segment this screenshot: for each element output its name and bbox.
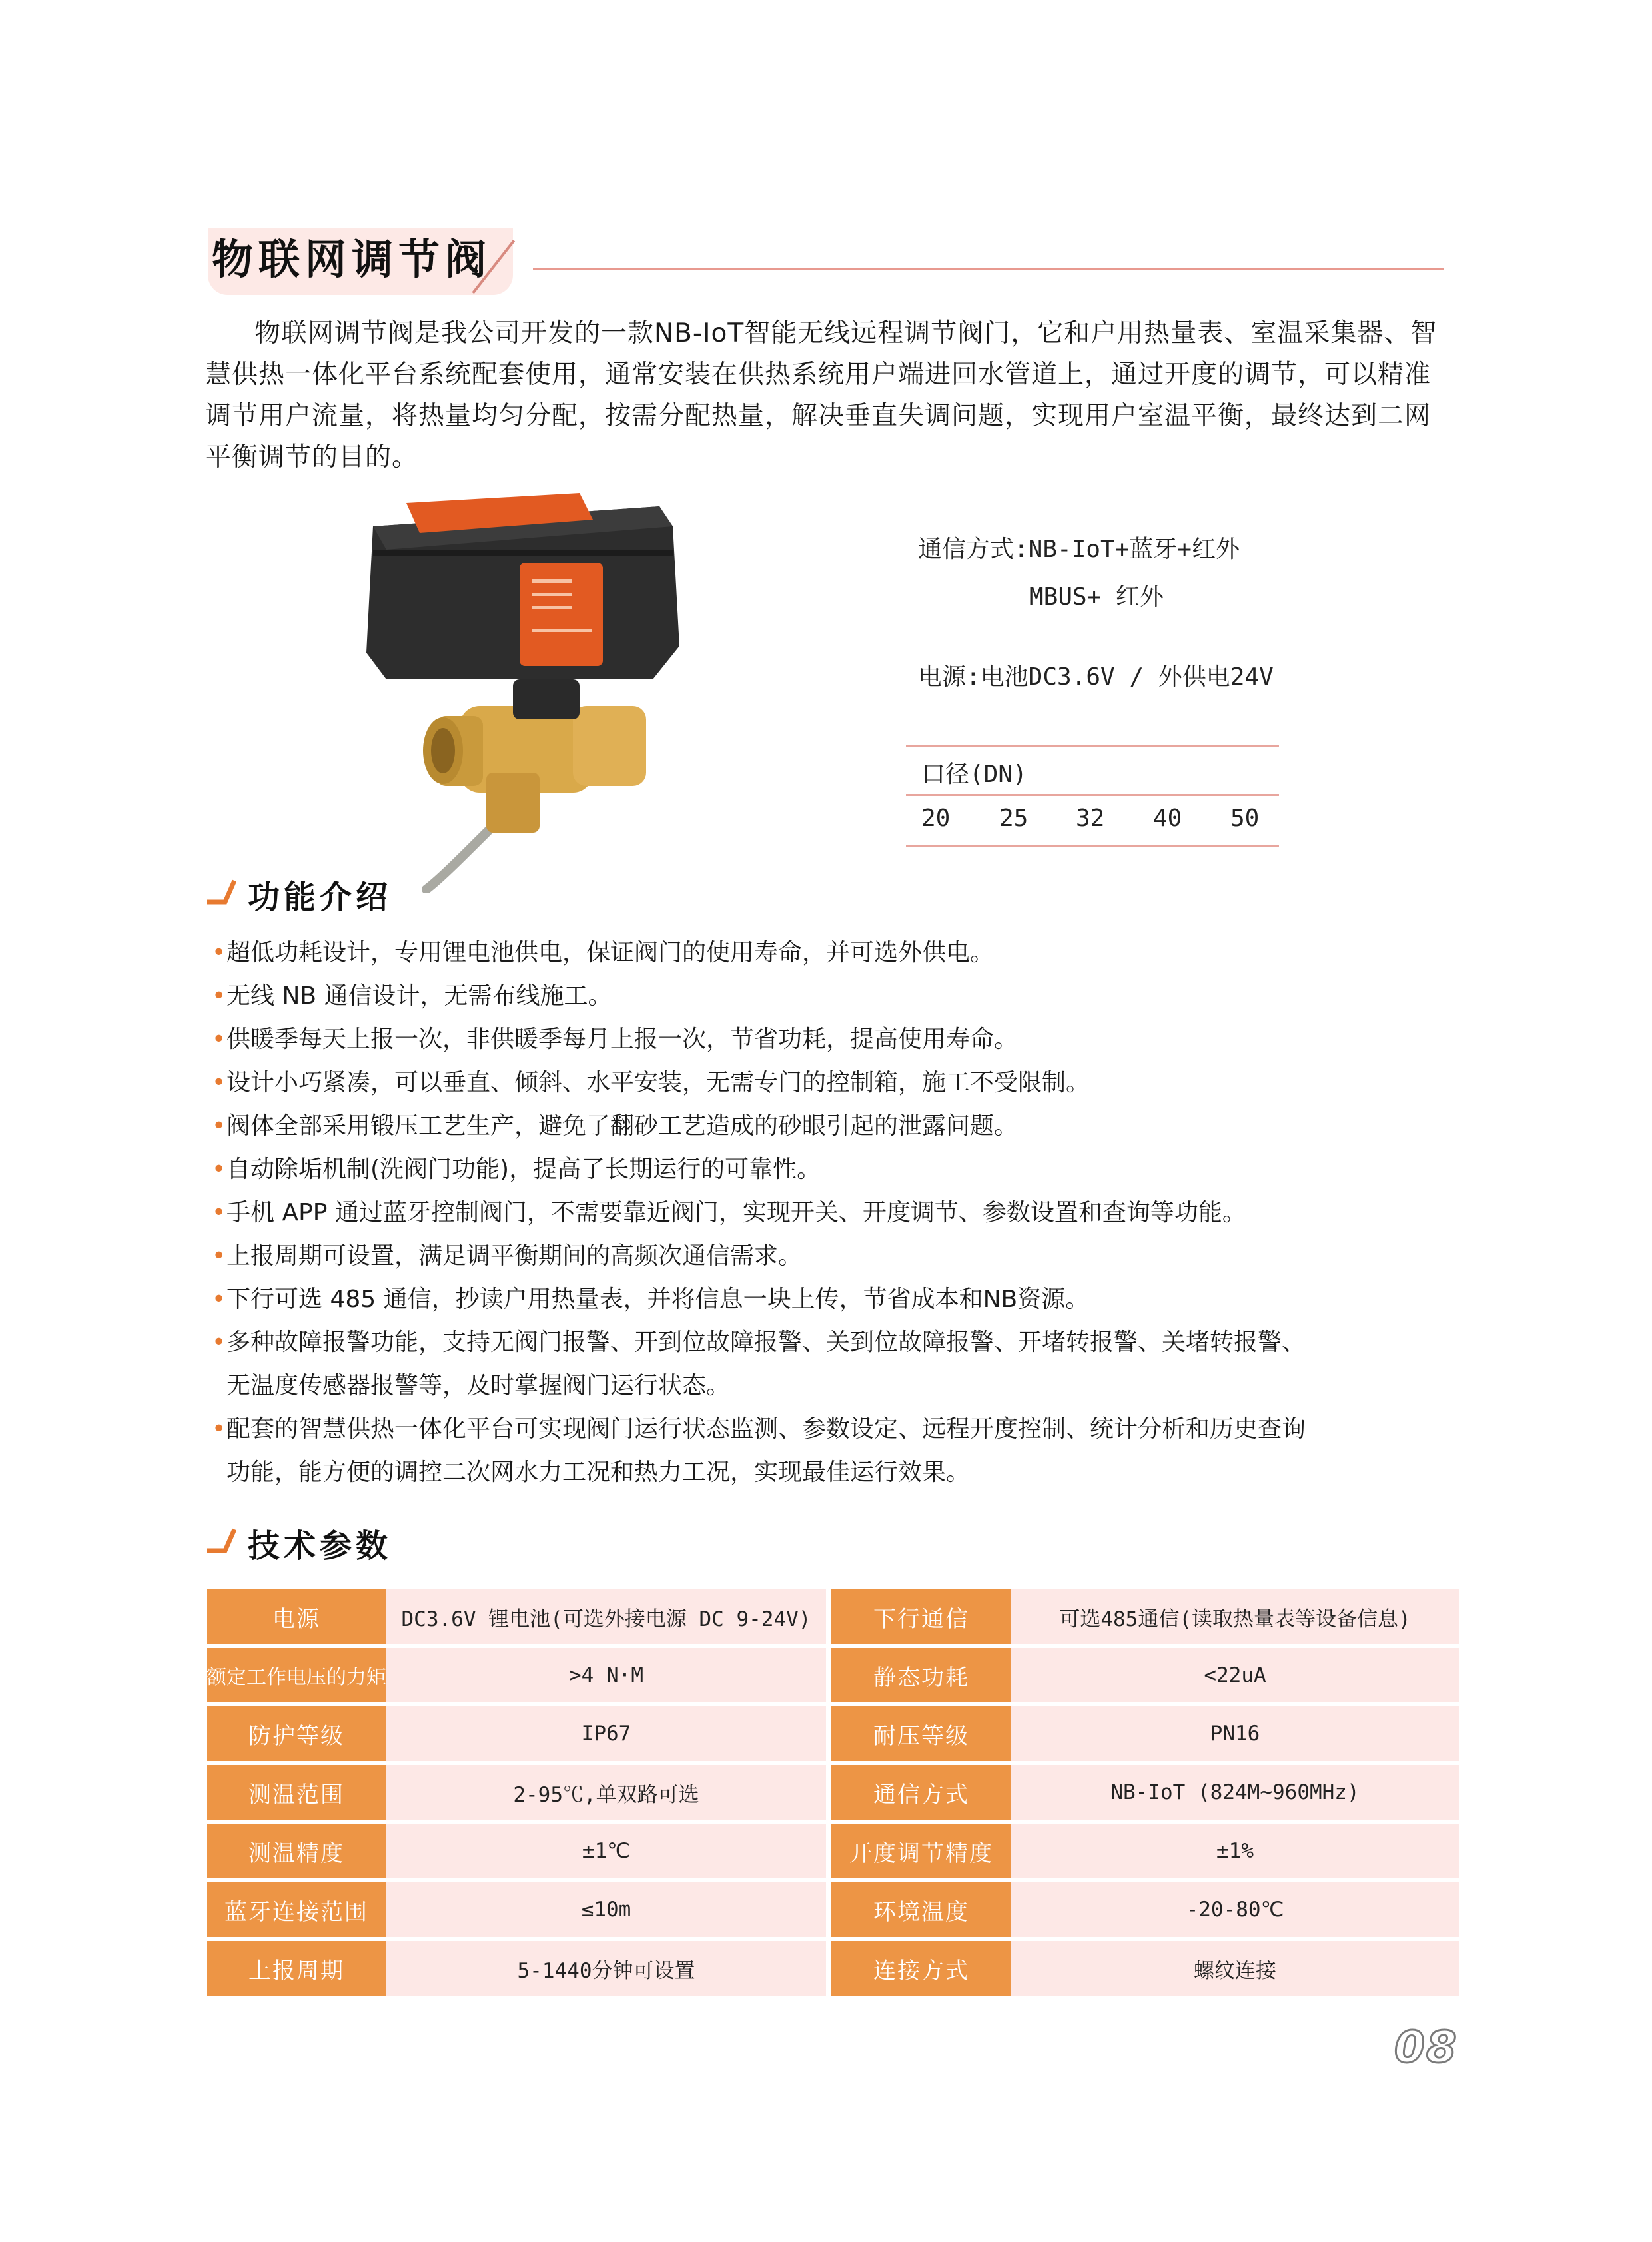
dn-value: 40 [1153, 805, 1182, 832]
table-row [206, 1648, 1459, 1702]
feature-item-continuation: 无温度传感器报警等，及时掌握阀门运行状态。 [226, 1372, 731, 1399]
feature-item: • 设计小巧紧凑，可以垂直、倾斜、水平安装，无需专门的控制箱，施工不受限制。 [212, 1061, 1424, 1104]
tech-heading: 技术参数 [248, 1527, 392, 1565]
param-value: 螺纹连接 [1011, 1941, 1459, 1996]
page-title: 物联网调节阀 [212, 235, 492, 284]
feature-item: • 自动除垢机制(洗阀门功能)，提高了长期运行的可靠性。 [212, 1148, 1424, 1191]
param-value: -20-80℃ [1011, 1882, 1459, 1937]
spec-communication-cont: MBUS+ 红外 [1029, 583, 1164, 611]
dn-rule-top [906, 745, 1279, 747]
feature-item: • 超低功耗设计，专用锂电池供电，保证阀门的使用寿命，并可选外供电。 [212, 931, 1424, 974]
param-value: 可选485通信(读取热量表等设备信息) [1011, 1589, 1459, 1644]
param-label: 下行通信 [831, 1589, 1011, 1644]
tech-params-table [206, 1585, 1459, 2000]
column-gap [826, 1648, 831, 1702]
dn-rule-bottom [906, 845, 1279, 847]
column-gap [826, 1941, 831, 1996]
param-value: DC3.6V 锂电池(可选外接电源 DC 9-24V) [386, 1589, 826, 1644]
title-rule [533, 268, 1444, 270]
param-label: 环境温度 [831, 1882, 1011, 1937]
table-row [206, 1882, 1459, 1937]
param-value: ±1% [1011, 1824, 1459, 1878]
table-row [206, 1941, 1459, 1996]
spec-power: 电源:电池DC3.6V / 外供电24V [918, 663, 1274, 691]
table-row [206, 1824, 1459, 1878]
param-label: 测温精度 [206, 1824, 386, 1878]
param-value: <22uA [1011, 1648, 1459, 1702]
table-row [206, 1706, 1459, 1761]
feature-item: • 无线 NB 通信设计，无需布线施工。 [212, 974, 1424, 1018]
feature-item-continuation: 功能，能方便的调控二次网水力工况和热力工况，实现最佳运行效果。 [226, 1459, 971, 1486]
param-value: 2-95℃,单双路可选 [386, 1765, 826, 1820]
param-label: 静态功耗 [831, 1648, 1011, 1702]
feature-item: • 供暖季每天上报一次，非供暖季每月上报一次，节省功耗，提高使用寿命。 [212, 1018, 1424, 1061]
dn-value: 20 [921, 805, 951, 832]
dn-value: 50 [1230, 805, 1260, 832]
feature-item: • 阀体全部采用锻压工艺生产，避免了翻砂工艺造成的砂眼引起的泄露问题。 [212, 1104, 1424, 1148]
param-label: 电源 [206, 1589, 386, 1644]
table-row [206, 1765, 1459, 1820]
dn-value: 32 [1076, 805, 1105, 832]
param-label: 开度调节精度 [831, 1824, 1011, 1878]
column-gap [826, 1765, 831, 1820]
dn-value: 25 [999, 805, 1029, 832]
section-mark-icon [205, 1527, 236, 1553]
param-value: PN16 [1011, 1706, 1459, 1761]
feature-item: • 手机 APP 通过蓝牙控制阀门，不需要靠近阀门，实现开关、开度调节、参数设置和查询等功能。 [212, 1191, 1424, 1234]
features-list [212, 931, 1424, 1494]
param-label: 通信方式 [831, 1765, 1011, 1820]
param-label: 上报周期 [206, 1941, 386, 1996]
valve-product-image [360, 480, 733, 893]
section-mark-icon [205, 878, 236, 905]
param-value: ±1℃ [386, 1824, 826, 1878]
table-row [206, 1589, 1459, 1644]
features-heading: 功能介绍 [248, 879, 392, 916]
param-label: 蓝牙连接范围 [206, 1882, 386, 1937]
param-value: NB-IoT (824M~960MHz) [1011, 1765, 1459, 1820]
column-gap [826, 1882, 831, 1937]
param-label: 测温范围 [206, 1765, 386, 1820]
feature-item: • 配套的智慧供热一体化平台可实现阀门运行状态监测、参数设定、远程开度控制、统计分析和历史查询 [212, 1407, 1424, 1451]
param-value: 5-1440分钟可设置 [386, 1941, 826, 1996]
spec-communication: 通信方式:NB-IoT+蓝牙+红外 [918, 536, 1240, 563]
intro-paragraph: 物联网调节阀是我公司开发的一款NB-IoT智能无线远程调节阀门，它和户用热量表、室温采集器、智慧供热一体化平台系统配套使用，通常安装在供热系统用户端进回水管道上，通过开度的调节，可以精准调节用户流量，将热量均匀分配，按需分配热量，解决垂直失调问题，实现用户室温平衡，最终达到二网平衡调节的目的。 [205, 318, 1438, 472]
dn-label: 口径(DN) [921, 761, 1027, 788]
feature-item: • 上报周期可设置，满足调平衡期间的高频次通信需求。 [212, 1234, 1424, 1278]
dn-rule-mid [906, 794, 1279, 796]
param-label: 防护等级 [206, 1706, 386, 1761]
feature-item: • 下行可选 485 通信，抄读户用热量表，并将信息一块上传，节省成本和NB资源。 [212, 1278, 1424, 1321]
param-label: 耐压等级 [831, 1706, 1011, 1761]
param-value: >4 N·M [386, 1648, 826, 1702]
column-gap [826, 1706, 831, 1761]
feature-item: • 多种故障报警功能，支持无阀门报警、开到位故障报警、关到位故障报警、开堵转报警、关堵转报警、 [212, 1321, 1424, 1364]
param-label: 额定工作电压的力矩 [206, 1648, 386, 1702]
column-gap [826, 1589, 831, 1644]
param-value: ≤10m [386, 1882, 826, 1937]
param-label: 连接方式 [831, 1941, 1011, 1996]
column-gap [826, 1824, 831, 1878]
param-value: IP67 [386, 1706, 826, 1761]
page-number: 08 [1394, 2022, 1458, 2073]
